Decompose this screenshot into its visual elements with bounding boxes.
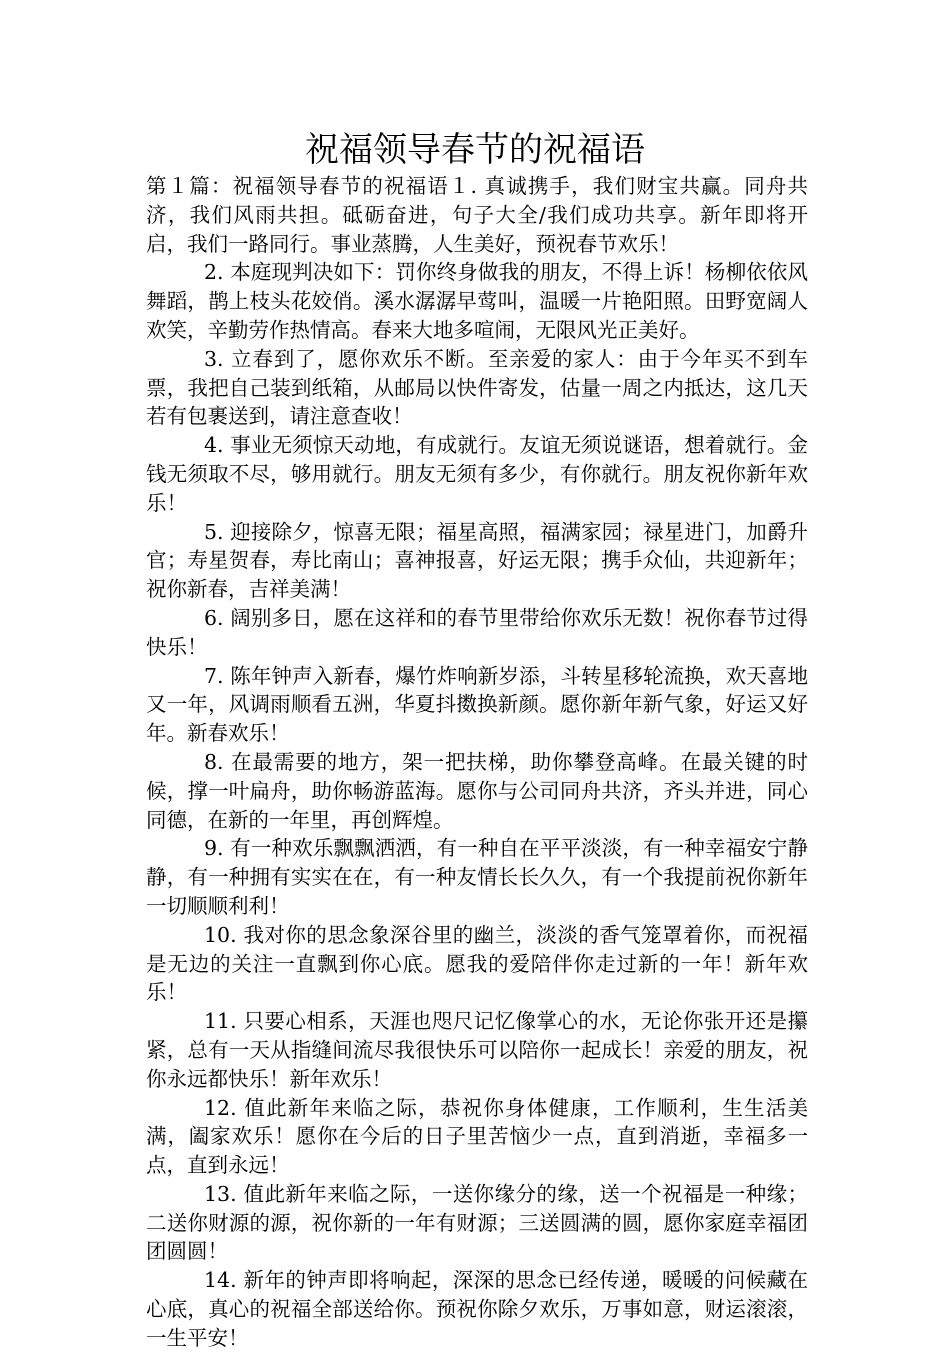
paragraph-11: 11. 只要心相系，天涯也咫尺记忆像掌心的水，无论你张开还是攥紧，总有一天从指缝间流尽我很快乐可以陪你一起成长！亲爱的朋友，祝你永远都快乐！新年欢乐！	[146, 1009, 808, 1091]
paragraph-5: 5. 迎接除夕，惊喜无限；福星高照，福满家园；禄星进门，加爵升官；寿星贺春，寿比南山；喜神报喜，好运无限；携手众仙，共迎新年；祝你新春，吉祥美满！	[146, 519, 808, 602]
paragraph-12: 12. 值此新年来临之际，恭祝你身体健康，工作顺利，生生活美满，阖家欢乐！愿你在今后的日子里苦恼少一点，直到消逝，幸福多一点，直到永远！	[146, 1095, 808, 1178]
paragraph-8: 8. 在最需要的地方，架一把扶梯，助你攀登高峰。在最关键的时候，撑一叶扁舟，助你畅游蓝海。愿你与公司同舟共济，齐头并进，同心同德，在新的一年里，再创辉煌。	[146, 749, 808, 832]
paragraph-4: 4. 事业无须惊天动地，有成就行。友谊无须说谜语，想着就行。金钱无须取不尽，够用就行。朋友无须有多少，有你就行。朋友祝你新年欢乐！	[146, 433, 808, 515]
paragraph-3: 3. 立春到了，愿你欢乐不断。至亲爱的家人：由于今年买不到车票，我把自己装到纸箱，从邮局以快件寄发，估量一周之内抵达，这几天若有包裹送到，请注意查收！	[146, 346, 808, 429]
paragraph-10: 10. 我对你的思念象深谷里的幽兰，淡淡的香气笼罩着你，而祝福是无边的关注一直飘到你心底。愿我的爱陪伴你走过新的一年！新年欢乐！	[146, 922, 808, 1005]
paragraph-9: 9. 有一种欢乐飘飘洒洒，有一种自在平平淡淡，有一种幸福安宁静静，有一种拥有实实在在，有一种友情长长久久，有一个我提前祝你新年一切顺顺利利！	[146, 836, 808, 918]
paragraph-6: 6. 阔别多日，愿在这祥和的春节里带给你欢乐无数！祝你春节过得快乐！	[146, 605, 808, 659]
paragraph-2: 2. 本庭现判决如下：罚你终身做我的朋友，不得上诉！杨柳依依风舞蹈，鹊上枝头花姣俏。溪水潺潺早莺叫，温暖一片艳阳照。田野宽阔人欢笑，辛勤劳作热情高。春来大地多喧闹，无限风光正美好。	[146, 260, 808, 342]
document-title: 祝福领导春节的祝福语	[305, 130, 645, 170]
paragraph-14: 14. 新年的钟声即将响起，深深的思念已经传递，暖暖的问候藏在心底，真心的祝福全部送给你。预祝你除夕欢乐，万事如意，财运滚滚，一生平安！	[146, 1268, 808, 1350]
paragraph-13: 13. 值此新年来临之际，一送你缘分的缘，送一个祝福是一种缘；二送你财源的源，祝你新的一年有财源；三送圆满的圆，愿你家庭幸福团团圆圆！	[146, 1181, 808, 1264]
document-body	[146, 172, 808, 1353]
paragraph-1: 第１篇：祝福领导春节的祝福语１. 真诚携手，我们财宝共赢。同舟共济，我们风雨共担。砥砺奋进，句子大全/我们成功共享。新年即将开启，我们一路同行。事业蒸腾，人生美好，预祝春节欢乐！	[146, 174, 808, 256]
paragraph-7: 7. 陈年钟声入新春，爆竹炸响新岁添，斗转星移轮流换，欢天喜地又一年，风调雨顺看五洲，华夏抖擞换新颜。愿你新年新气象，好运又好年。新春欢乐！	[146, 663, 808, 746]
